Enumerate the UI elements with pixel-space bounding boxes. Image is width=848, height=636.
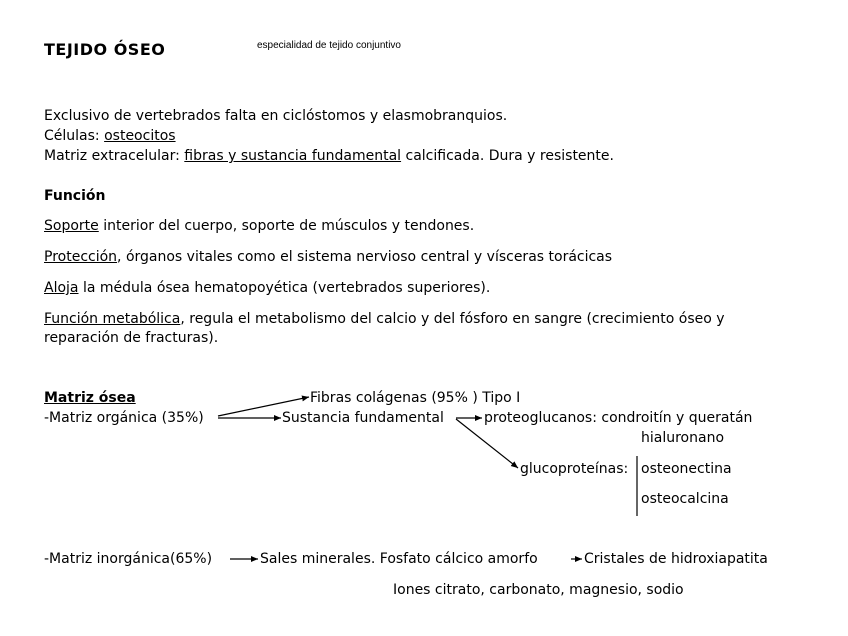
matriz-organica: -Matriz orgánica (35%) [44, 410, 204, 426]
funcion-text: interior del cuerpo, soporte de músculos y tendones. [98, 218, 475, 234]
intro-line-1: Exclusivo de vertebrados falta en ciclóstomos y elasmobranquios. [44, 108, 508, 124]
matrix-label: Matriz extracelular: [44, 148, 185, 164]
funcion-text: la médula ósea hematopoyética (vertebrados superiores). [78, 280, 491, 296]
fibras-colagenas: Fibras colágenas (95% ) Tipo I [310, 390, 521, 406]
cells-label: Células: [44, 128, 105, 144]
funcion-text: , órganos vitales como el sistema nervioso central y vísceras torácicas [117, 249, 613, 265]
fibras-term: fibras y sustancia fundamental [184, 148, 402, 164]
matrix-description: calcificada. Dura y resistente. [401, 148, 614, 164]
funcion-heading: Función [44, 188, 106, 204]
osteocalcina: osteocalcina [641, 491, 729, 507]
funcion-term: Función metabólica [44, 311, 181, 327]
arrow-to-glucoproteinas [456, 419, 518, 468]
page-title: TEJIDO ÓSEO [44, 40, 166, 59]
hialuronano: hialuronano [641, 430, 725, 446]
funcion-text: , regula el metabolismo del calcio y del fósforo en sangre (crecimiento óseo y [180, 311, 725, 327]
funcion-term: Protección [44, 249, 118, 265]
iones: Iones citrato, carbonato, magnesio, sodio [393, 582, 684, 598]
osteocitos-term: osteocitos [104, 128, 176, 144]
glucoproteinas: glucoproteínas: [520, 461, 629, 477]
osteonectina: osteonectina [641, 461, 732, 477]
cristales-hidroxiapatita: Cristales de hidroxiapatita [584, 551, 768, 567]
funcion-item-metabolica-cont: reparación de fracturas). [44, 330, 219, 346]
matriz-heading: Matriz ósea [44, 390, 136, 406]
page-subtitle: especialidad de tejido conjuntivo [257, 40, 401, 51]
sales-minerales: Sales minerales. Fosfato cálcico amorfo [260, 551, 538, 567]
matriz-inorganica: -Matriz inorgánica(65%) [44, 551, 213, 567]
proteoglucanos: proteoglucanos: condroitín y queratán [484, 410, 753, 426]
funcion-term: Aloja [44, 280, 79, 296]
sustancia-fundamental: Sustancia fundamental [282, 410, 444, 426]
funcion-term: Soporte [44, 218, 99, 234]
